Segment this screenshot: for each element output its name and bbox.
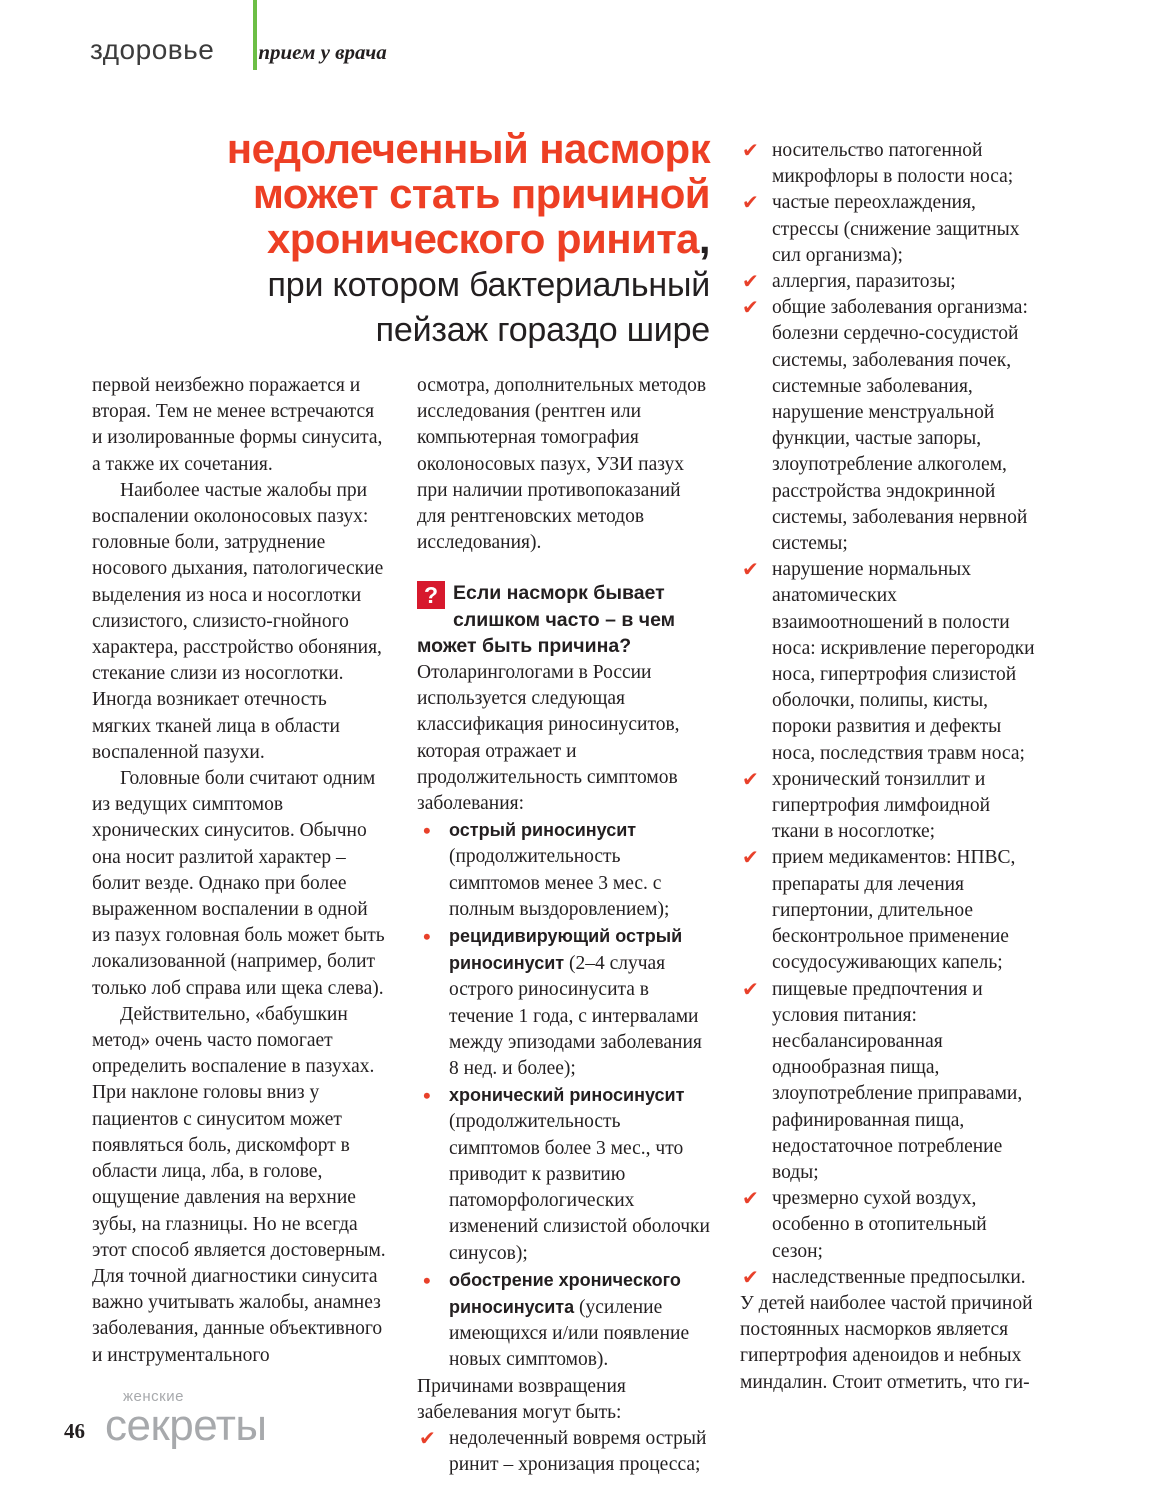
checkmark-icon: ✔ [742,138,759,162]
paragraph: первой неизбежно поражается и вторая. Тем не менее встречаются и изолированные формы синусита, а также их сочетания. [92,375,383,475]
causes-list-column-2 [417,1426,713,1478]
headline-line-2: может стать причиной [252,170,710,217]
checkmark-icon: ✔ [742,557,759,582]
checkmark-icon: ✔ [742,190,759,215]
list-item [740,138,1036,190]
checkmark-icon: ✔ [742,766,759,791]
list-item-lead: хронический риносинусит [449,1085,685,1106]
paragraph: Действительно, «бабушкин метод» очень часто помогает определить воспаление в пазухах. При наклоне головы вниз у пациентов с синуситом может появляться боль, дискомфорт в области лица, лба, в голове, ощущение давления на верхние зубы, на глазницы. Но не всегда этот способ является достоверным. Для точной диагностики синусита важно учитывать жалобы, анамнез заболевания, данные объективного и инструментального [92,1003,386,1366]
list-item [417,1082,713,1266]
list-item-lead: обострение хронического риносинусита [449,1269,681,1317]
list-item [740,190,1036,269]
checkmark-icon: ✔ [419,1425,436,1450]
list-item-text: носительство патогенной микрофлоры в полости носа; [772,140,1014,188]
header-kicker [90,36,387,74]
headline-comma: , [698,215,710,262]
list-item-rest: (усиление имеющихся и/или появление новых симптомов). [449,1296,690,1371]
list-item-text: хронический тонзиллит и гипертрофия лимфоидной ткани в носоглотке; [772,768,991,843]
list-item [417,923,713,1082]
page-number: 46 [64,1419,85,1443]
logo-word-big: секреты [105,1401,267,1450]
question-heading-text: Если насморк бывает слишком часто – в чем может быть причина? [417,582,676,657]
checkmark-icon: ✔ [742,1264,759,1289]
paragraph: Причинами возвращения забелевания могут быть: [417,1375,626,1423]
section-label: здоровье [90,34,215,65]
list-item [740,977,1036,1187]
list-item [417,1267,713,1374]
paragraph: Отоларингологами в России используется следующая классификация риносинуситов, которая отражает и продолжительность симптомов заболевания: [417,662,680,815]
list-item-lead: рецидивирующий острый риносинусит [449,926,683,974]
paragraph: У детей наиболее частой причиной постоянных насморков является гипертрофия аденоидов и небных миндалин. Стоит отметить, что ги- [740,1292,1033,1393]
paragraph: Наиболее частые жалобы при воспалении околоносовых пазух: головные боли, затруднение носового дыхания, патологические выделения из носа и носоглотки слизистого, слизисто-гнойного характера, расстройство обоняния, стекание слизи из носоглотки. Иногда возникает отечность мягких тканей лица в области воспаленной пазухи. [92,479,384,763]
list-item-text: чрезмерно сухой воздух, особенно в отопительный сезон; [772,1188,987,1262]
causes-list-column-3 [740,138,1036,1291]
question-heading [417,581,713,660]
bullet-dot-icon: • [423,1083,431,1109]
checkmark-icon: ✔ [742,1186,759,1211]
body-column-3 [740,138,1036,1396]
list-item-text: общие заболевания организма: болезни сердечно-сосудистой системы, заболевания почек, системные заболевания, нарушение менструальной функции, частые запоры, злоупотребление алкоголем, расстройства эндокринной системы, заболевания нервной системы; [772,297,1028,555]
checkmark-icon: ✔ [742,269,759,294]
paragraph: Головные боли считают одним из ведущих симптомов хронических синуситов. Обычно она носит разлитой характер – болит везде. Однако при более выраженном воспалении в одной из пазух головная боль может быть локализованной (например, болит только лоб справа или щека слева). [92,768,385,999]
list-item [740,295,1036,557]
headline-line-1: недолеченный насморк [226,125,710,172]
body-column-1 [92,373,388,1369]
checkmark-icon: ✔ [742,845,759,870]
paragraph: осмотра, дополнительных методов исследования (рентген или компьютерная томография околоносовых пазух, УЗИ пазух при наличии противопоказаний для рентгеновских методов исследования). [417,375,707,554]
list-item-text: нарушение нормальных анатомических взаимоотношений в полости носа: искривление перегородки носа, гипертрофия слизистой оболочки, полипы, кисты, пороки развития и дефекты носа, последствия травм носа; [772,559,1035,764]
checkmark-icon: ✔ [742,295,759,320]
list-item [740,269,1036,295]
headline-subline-1: при котором бактериальный [267,266,710,304]
list-item-lead: острый риносинусит [449,820,637,841]
list-item-text: аллергия, паразитозы; [772,271,956,293]
list-item-rest: (продолжительность симптомов более 3 мес., что приводит к развитию патоморфологических изменений слизистой оболочки синусов); [449,1111,710,1264]
body-column-2 [417,373,713,1478]
list-item [740,1265,1036,1291]
list-item [740,767,1036,846]
list-item [740,1186,1036,1265]
list-item-text: недолеченный вовремя острый ринит – хронизация процесса; [449,1427,707,1476]
headline-line-3-text: хронического ринита [266,215,699,262]
headline-subline-2: пейзаж гораздо шире [375,311,710,349]
question-mark-icon: ? [417,581,445,609]
magazine-logo [105,1388,267,1450]
list-item [740,557,1036,767]
page-footer [64,1388,267,1450]
list-item [740,845,1036,976]
checkmark-icon: ✔ [742,976,759,1001]
headline-line-3 [90,216,710,261]
bullet-dot-icon: • [423,924,431,950]
list-item-text: пищевые предпочтения и условия питания: несбалансированная однообразная пища, злоупотребление приправами, рафинированная пища, недостаточное потребление воды; [772,978,1023,1183]
list-item-rest: (продолжительность симптомов менее 3 мес. с полным выздоровлением); [449,846,670,920]
list-item-text: прием медикаментов: НПВС, препараты для лечения гипертонии, длительное бесконтрольное применение сосудосуживающих капель; [772,847,1016,974]
page-title [90,126,710,351]
rubric-label: прием у врача [258,40,387,64]
list-item [417,1426,713,1478]
classification-list [417,817,713,1373]
list-item [417,817,713,923]
bullet-dot-icon: • [423,818,431,844]
list-item-text: частые переохлаждения, стрессы (снижение защитных сил организма); [772,192,1020,266]
list-item-text: наследственные предпосылки. [772,1266,1026,1288]
list-item-rest: (2–4 случая острого риносинусита в течение 1 года, с интервалами между эпизодами заболевания 8 нед. и более); [449,953,702,1080]
bullet-dot-icon: • [423,1267,431,1293]
logo-word-small: женские [123,1388,184,1405]
